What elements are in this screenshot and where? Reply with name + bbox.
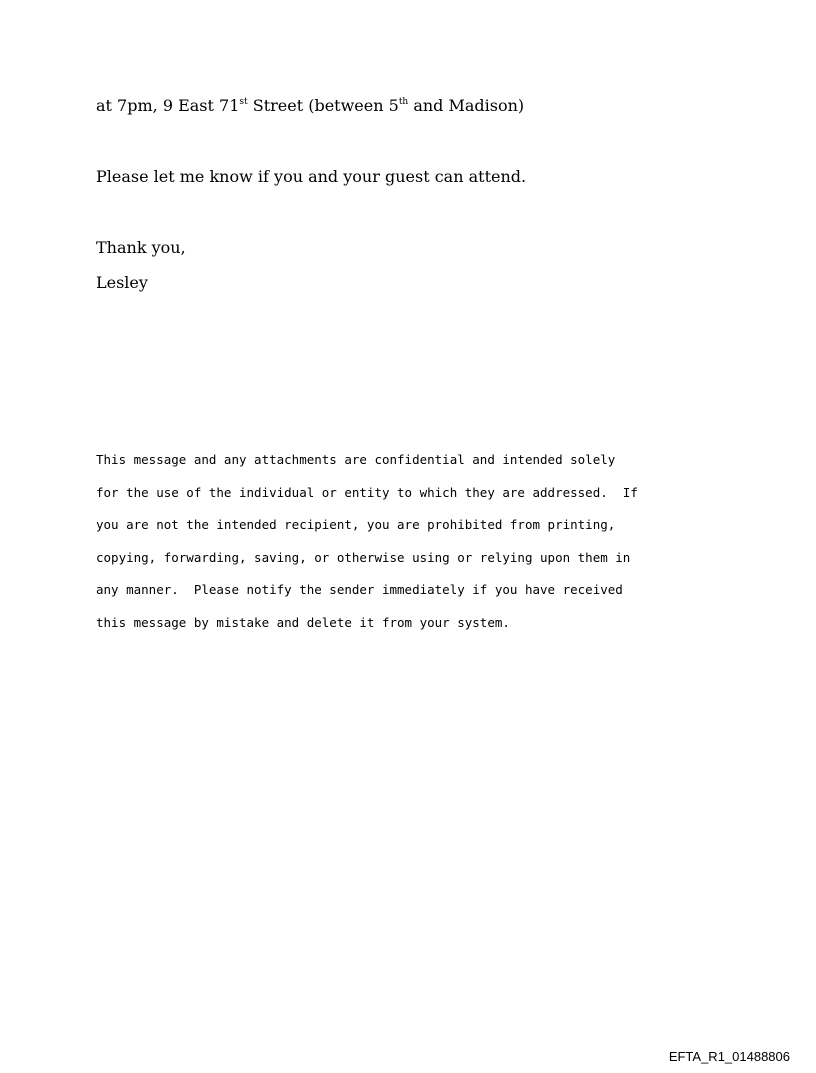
ordinal-suffix-st: st — [239, 97, 248, 107]
disclaimer-line: any manner. Please notify the sender immediately if you have received — [96, 582, 623, 598]
address-text-middle: Street (between 5 — [247, 96, 399, 115]
closing-line: Thank you, — [96, 238, 186, 257]
disclaimer-line: you are not the intended recipient, you are prohibited from printing, — [96, 517, 616, 533]
disclaimer-line: this message by mistake and delete it from your system. — [96, 614, 510, 630]
ordinal-suffix-th: th — [398, 97, 409, 107]
disclaimer-line: copying, forwarding, saving, or otherwise using or relying upon them in — [96, 549, 631, 565]
disclaimer-line: This message and any attachments are confidential and intended solely — [96, 452, 616, 467]
address-text-start: at 7pm, 9 East 71 — [96, 96, 240, 115]
disclaimer-line: for the use of the individual or entity to which they are addressed. If — [96, 484, 638, 500]
bates-number: EFTA_R1_01488806 — [668, 1049, 790, 1064]
event-address-line — [96, 96, 524, 116]
signature-line: Lesley — [96, 273, 148, 292]
address-text-end: and Madison) — [408, 96, 525, 115]
rsvp-request-line: Please let me know if you and your guest can attend. — [96, 167, 527, 186]
confidentiality-disclaimer — [96, 444, 638, 640]
